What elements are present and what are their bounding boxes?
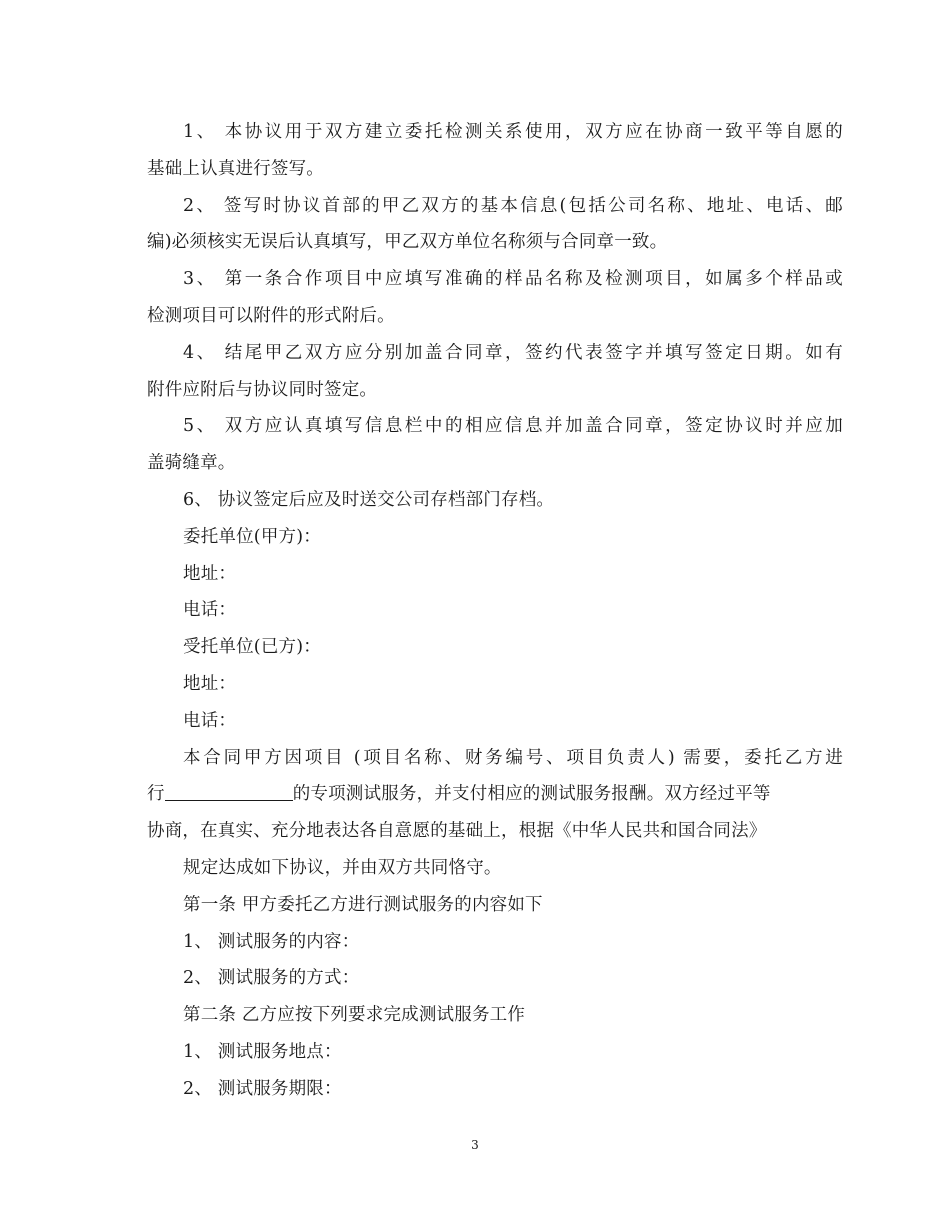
fill-in-blank (165, 782, 293, 801)
page-number: 3 (471, 1138, 479, 1152)
article-1-item: 1、 测试服务的内容： (183, 931, 360, 952)
paragraph-line: 检测项目可以附件的形式附后。 (147, 305, 395, 326)
document-body (147, 114, 843, 1108)
paragraph-line-with-blank (147, 776, 807, 813)
paragraph-line: 5、 双方应认真填写信息栏中的相应信息并加盖合同章，签定协议时并应加 (183, 416, 843, 437)
line-suffix: 的专项测试服务，并支付相应的测试服务报酬。双方经过平等 (292, 784, 771, 805)
article-1-heading: 第一条 甲方委托乙方进行测试服务的内容如下 (183, 894, 543, 915)
paragraph-line: 附件应附后与协议同时签定。 (147, 379, 378, 400)
paragraph-line: 基础上认真进行签写。 (147, 158, 324, 179)
paragraph-line: 盖骑缝章。 (147, 453, 236, 474)
party-a-label: 委托单位(甲方)： (183, 526, 321, 547)
party-a-phone-label: 电话： (183, 600, 237, 621)
article-2-item: 2、 测试服务期限： (183, 1078, 342, 1099)
paragraph-line: 4、 结尾甲乙双方应分别加盖合同章，签约代表签字并填写签定日期。如有 (183, 342, 843, 363)
paragraph-line: 6、 协议签定后应及时送交公司存档部门存档。 (183, 489, 555, 510)
article-1-item: 2、 测试服务的方式： (183, 968, 360, 989)
paragraph-line: 1、 本协议用于双方建立委托检测关系使用，双方应在协商一致平等自愿的 (183, 122, 843, 142)
party-b-label: 受托单位(已方)： (183, 637, 321, 658)
paragraph-line: 编)必须核实无误后认真填写，甲乙双方单位名称须与合同章一致。 (147, 232, 668, 253)
article-2-heading: 第二条 乙方应按下列要求完成测试服务工作 (183, 1005, 526, 1026)
paragraph-line: 本合同甲方因项目 (项目名称、财务编号、项目负责人) 需要，委托乙方进 (183, 747, 843, 768)
paragraph-line: 2、 签写时协议首部的甲乙双方的基本信息(包括公司名称、地址、电话、邮 (183, 195, 843, 216)
paragraph-line: 规定达成如下协议，并由双方共同恪守。 (183, 857, 502, 878)
line-prefix: 行 (147, 784, 165, 805)
article-2-item: 1、 测试服务地点： (183, 1041, 342, 1062)
party-b-phone-label: 电话： (183, 710, 237, 731)
party-b-address-label: 地址： (183, 673, 237, 694)
paragraph-line: 3、 第一条合作项目中应填写准确的样品名称及检测项目，如属多个样品或 (183, 269, 843, 290)
paragraph-line: 协商，在真实、充分地表达各自意愿的基础上，根据《中华人民共和国合同法》 (147, 821, 767, 842)
party-a-address-label: 地址： (183, 563, 237, 584)
